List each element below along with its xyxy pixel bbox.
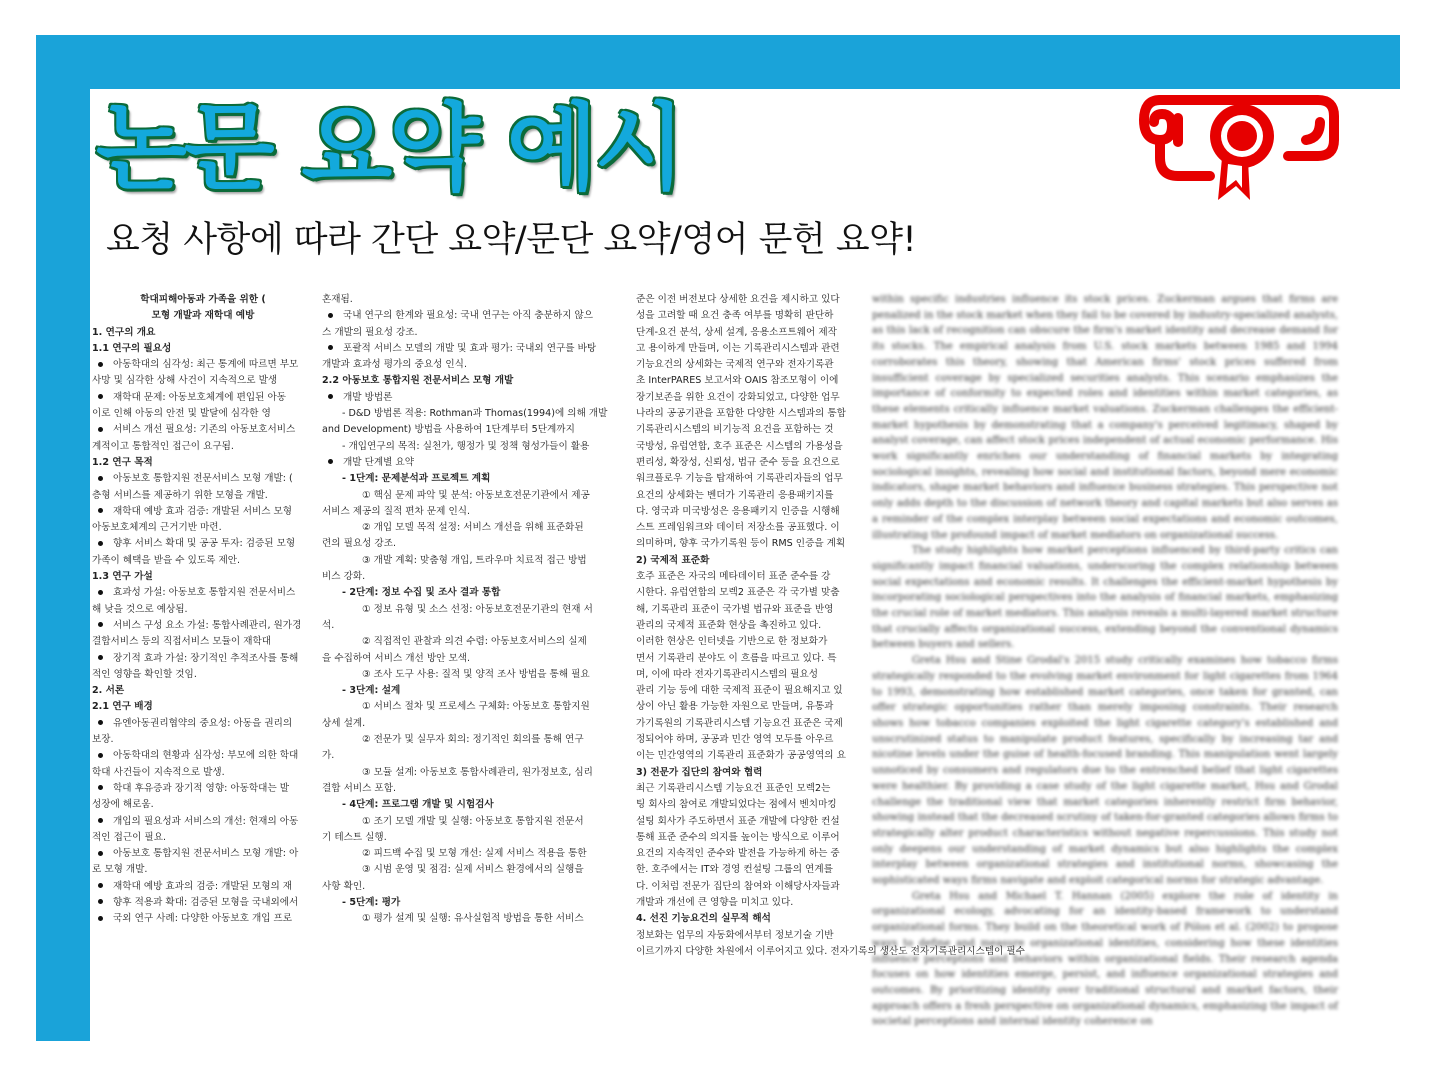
text-line: ③ 개발 계획: 맞춤형 개입, 트라우마 치료적 접근 방법 [362,554,587,566]
text-line: 기 테스트 실행. [322,831,387,843]
text-line: 정보화는 업무의 자동화에서부터 정보기술 기반 [636,929,834,941]
text-line: 관리의 국제적 표준화 현상을 촉진하고 있다. [636,619,822,631]
text-line: ① 평가 설계 및 실행: 유사실험적 방법을 통한 서비스 [362,913,584,925]
text-line: 가. [322,750,335,762]
text-line: 혼재됨. [322,294,353,305]
text-line: 4. 선진 기능요건의 실무적 해석 [636,913,771,925]
text-line: 편리성, 확장성, 신뢰성, 법규 준수 등을 요건으로 [636,456,840,468]
bullet-icon [328,394,333,399]
text-line: - 개입연구의 목적: 실천가, 행정가 및 정책 형성가들이 활용 [342,440,590,452]
text-line: 개입의 필요성과 서비스의 개선: 현재의 아동 [92,814,314,830]
text-line: ③ 모듈 설계: 아동보호 통합사례관리, 원가정보호, 심리 [362,766,593,778]
text-line: 기록관리시스템의 비기능적 요건을 포함하는 것 [636,424,834,436]
bullet-icon [98,785,103,790]
text-line: - 5단계: 평가 [342,896,401,908]
text-line: 며, 이에 따라 전자기록관리시스템의 필요성 [636,668,819,680]
text-line: 보장. [92,734,114,746]
text-line: 요건의 지속적인 준수와 발전을 가능하게 하는 중 [636,848,840,860]
text-line: 해, 기록관리 표준이 국가별 법규와 표준을 반영 [636,603,834,615]
bullet-icon [98,541,103,546]
bullet-icon [328,459,333,464]
text-line: 다. 이처럼 전문가 집단의 참여와 이해당사자들과 [636,880,840,892]
text-line: 스 개발의 필요성 강조. [322,326,418,338]
text-line: ② 직접적인 관찰과 의견 수렴: 아동보호서비스의 실제 [362,636,587,648]
text-line: 로 모형 개발. [92,864,148,876]
summary-column-english [872,292,1338,1028]
text-line: 성을 고려할 때 요건 충족 여부를 명확히 판단하 [636,310,834,322]
text-line: 최근 기록관리시스템 기능요건 표준인 모렉2는 [636,782,831,794]
text-line: 계적이고 통합적인 접근이 요구됨. [92,440,234,452]
text-line: 1.3 연구 가설 [92,571,153,583]
text-line: 한. 호주에서는 IT와 경영 컨설팅 그룹의 연계를 [636,864,833,876]
bullet-icon [98,916,103,921]
text-line: 국외 연구 사례: 다양한 아동보호 개입 프로 [92,911,314,927]
text-line: ③ 조사 도구 사용: 질적 및 양적 조사 방법을 통해 필요 [362,668,590,680]
text-line: 해 낮을 것으로 예상됨. [92,603,188,615]
text-line: 2. 서론 [92,685,125,697]
text-line: 재학대 문제: 아동보호체계에 편입된 아동 [92,390,314,406]
text-line: 국내 연구의 한계와 필요성: 국내 연구는 아직 충분하지 않으 [322,308,626,324]
text-line: 1.1 연구의 필요성 [92,342,172,354]
bullet-icon [98,655,103,660]
text-line: 설팅 회사가 주도하면서 표준 개발에 다양한 컨설 [636,815,840,827]
text-line: 나라의 공공기관을 포함한 다양한 시스템과의 통합 [636,408,846,420]
text-line: 서비스 제공의 질적 편차 문제 인식. [322,505,471,517]
text-line: 개발 방법론 [322,390,626,406]
text-line: 워크플로우 기능을 탑재하여 기록관리자들의 업무 [636,473,843,485]
text-line: - D&D 방법론 적용: Rothman과 Thomas(1994)에 의해 개발 [342,408,608,420]
bullet-icon [98,622,103,627]
text-line: 아동학대의 심각성: 최근 통계에 따르면 부모 [92,357,314,373]
bullet-icon [98,753,103,758]
text-line: 적인 접근이 필요. [92,831,167,843]
text-line: 상이 아닌 활용 가능한 자원으로 만들며, 유통과 [636,701,834,713]
text-line: 정되어야 하며, 공공과 민간 영역 모두를 아우르 [636,734,834,746]
text-line: 1.2 연구 목적 [92,456,153,468]
text-line: 고 용이하게 만들며, 이는 기록관리시스템과 관련 [636,342,840,354]
text-line: 비스 강화. [322,571,366,583]
text-line: 면서 기록관리 분야도 이 흐름을 따르고 있다. 특 [636,652,837,664]
text-line: 학대 사건들이 지속적으로 발생. [92,766,225,778]
text-line: 효과성 가설: 아동보호 통합지원 전문서비스 [92,585,314,601]
text-line: 가족이 혜택을 받을 수 있도록 제안. [92,554,241,566]
text-line: 2.2 아동보호 통합지원 전문서비스 모형 개발 [322,375,514,387]
summary-column-2 [322,292,626,952]
paragraph: The study highlights how market perceptions influenced by third-party critics can significantly impact financial valuations, underscoring the complex relationship between social expectations and economic results. It challenges the efficient-market hypothesis by incorporating sociological perspectives into the analysis of financial markets, emphasizing the crucial role of market mediators. This analysis reveals a multi-layered market structure that crucially affects organizational success, extending beyond the conventional dynamics between buyers and sellers. [872,545,1338,651]
text-line: 아동보호 통합지원 전문서비스 모형 개발: 아 [92,846,314,862]
text-line: 서비스 구성 요소 가설: 통합사례관리, 원가경 [92,618,314,634]
text-line: 향후 적용과 확대: 검증된 모형을 국내외에서 [92,895,314,911]
text-line: ② 피드백 수집 및 모형 개선: 실제 서비스 적용을 통한 [362,848,587,860]
bullet-icon [98,427,103,432]
bullet-icon [328,313,333,318]
text-line: 재학대 예방 효과의 검증: 개발된 모형의 재 [92,879,314,895]
text-line: 아동보호 통합지원 전문서비스 모형 개발: ( [92,471,314,487]
text-line: ① 서비스 절차 및 프로세스 구체화: 아동보호 통합지원 [362,701,590,713]
text-line: 장기적 효과 가설: 장기적인 추적조사를 통해 [92,651,314,667]
text-line: 결합 서비스 포함. [322,782,397,794]
text-line: 기능요건의 상세화는 국제적 연구와 전자기록관 [636,359,834,371]
text-line: 포괄적 서비스 모델의 개발 및 효과 평가: 국내외 연구를 바탕 [322,341,626,357]
subtitle: 요청 사항에 따라 간단 요약/문단 요약/영어 문헌 요약! [106,220,917,260]
bullet-icon [98,720,103,725]
text-line: 련의 필요성 강조. [322,538,397,550]
text-line: 시한다. 유럽연합의 모렉2 표준은 각 국가별 맞춤 [636,587,840,599]
text-line: 2.1 연구 배경 [92,701,153,713]
text-line: 국방성, 유럽연합, 호주 표준은 시스템의 가용성을 [636,440,843,452]
text-line: 장기보존을 위한 요건이 강화되었고, 다양한 업무 [636,391,840,403]
text-line: 초 InterPARES 보고서와 OAIS 참조모형이 이에 [636,375,839,387]
text-line: 아동학대의 현황과 심각성: 부모에 의한 학대 [92,748,314,764]
bullet-icon [98,818,103,823]
text-line: 적인 영향을 확인할 것임. [92,668,197,680]
bullet-icon [98,883,103,888]
text-line: 단계-요건 분석, 상세 설계, 응용소프트웨어 제작 [636,326,837,338]
text-line: 결합서비스 등의 직접서비스 모듈이 재학대 [92,636,272,648]
text-line: 성장에 해로움. [92,799,154,811]
text-line: 2) 국제적 표준화 [636,554,710,566]
text-line: - 1단계: 문제분석과 프로젝트 계획 [342,473,491,485]
text-line: 을 수집하여 서비스 개선 방안 모색. [322,652,471,664]
bullet-icon [98,899,103,904]
text-line: 개발과 개선에 큰 영향을 미치고 있다. [636,896,794,908]
bullet-icon [98,851,103,856]
text-line: 서비스 개선 필요성: 기존의 아동보호서비스 [92,422,314,438]
text-line: 팅 회사의 참여로 개발되었다는 점에서 벤치마킹 [636,799,837,811]
text-line: 개발 단계별 요약 [322,455,626,471]
certificate-scroll-ribbon-icon [1138,78,1338,203]
text-line: ① 조기 모델 개발 및 실행: 아동보호 통합지원 전문서 [362,815,584,827]
text-line: ② 전문가 및 실무자 회의: 정기적인 회의를 통해 연구 [362,734,584,746]
text-line: 층형 서비스를 제공하기 위한 모형을 개발. [92,489,268,501]
text-line: 3) 전문가 집단의 참여와 협력 [636,766,763,778]
paragraph: Greta Hsu and Michael T. Hannan (2005) explore the role of identity in organizational ecology, advocating for an identity-based framework to understand organizational forms. They build on the theoretical work of Pólos et al. (2002) to propose ways to define and measure organizational identities, considering how these identities influence perceptions and behaviors within organizational fields. Their research agenda focuses on how identities emerge, persist, and influence organizational strategies and outcomes. By prioritizing identity over traditional structural and market factors, their approach offers a fresh perspective on organizational dynamics, emphasizing the impact of societal perceptions and internal identity coherence on [872,890,1338,1028]
text-line: - 3단계: 설계 [342,685,401,697]
text-line: 통해 표준 준수의 의지를 높이는 방식으로 이루어 [636,831,840,843]
text-line: 가기록원의 기록관리시스템 기능요건 표준은 국제 [636,717,843,729]
text-line: 개발과 효과성 평가의 중요성 인식. [322,359,467,371]
text-line: 이로 인해 아동의 안전 및 발달에 심각한 영 [92,408,271,420]
text-line: 사항 확인. [322,880,366,892]
text-line: 의미하며, 향후 국가기록원 등이 RMS 인증을 계획 [636,538,846,550]
bullet-icon [98,362,103,367]
text-line: ① 정보 유형 및 소스 선정: 아동보호전문기관의 현재 서 [362,603,593,615]
bullet-icon [98,394,103,399]
bullet-icon [98,508,103,513]
text-line: 상세 설계. [322,717,366,729]
text-line: 요건의 상세화는 벤더가 기록관리 응용패키지를 [636,489,834,501]
text-line: 이는 민간영역의 기록관리 표준화가 공공영역의 요 [636,750,846,762]
bullet-icon [98,476,103,481]
page-title: 논문 요약 예시 [96,94,683,203]
text-line: and Development) 방법을 사용하여 1단계부터 5단계까지 [322,424,575,436]
text-line: 이러한 현상은 인터넷을 기반으로 한 정보화가 [636,636,828,648]
paragraph: within specific industries influence its stock prices. Zuckerman argues that firms are penalized in the stock market when they fail to be covered by industry-specialized analysts, as this lack of recognition can obscure the firm's market identity and decrease demand for its stocks. The empirical analysis from U.S. stock markets between 1985 and 1994 corroborates this theory, showing that American firms' stock prices suffered from insufficient coverage by specialized securities analysts. This scenario emphasizes the importance of conformity to expected roles and identities within market categories, as these elements critically influence market valuations. Zuckerman challenges the efficient-market hypothesis by demonstrating that a company's perceived legitimacy, shaped by analyst coverage, can affect stock prices independent of actual economic performance. His work significantly enriches our understanding of financial markets by integrating sociological insights, revealing how social and institutional factors, beyond mere economic indicators, shape market behaviors and influence business strategies. This perspective not only adds depth to the discussion of network theory and capital markets but also serves as a reminder of the complex interplay between social expectations and economic outcomes, illustrating the profound impact of market mediators on organizational success. [872,294,1338,541]
text-line: 향후 서비스 확대 및 공공 투자: 검증된 모형 [92,536,314,552]
text-line: 준은 이전 버전보다 상세한 요건을 제시하고 있다 [636,294,840,305]
summary-column-1 [92,292,314,952]
text-line: 학대 후유증과 장기적 영향: 아동학대는 발 [92,781,314,797]
summary-column-3 [636,292,1025,957]
text-line: 이르기까지 다양한 차원에서 이루어지고 있다. 전자기록의 생산도 전자기록관리시스템이 필수 [636,945,1025,957]
bullet-icon [328,345,333,350]
bullet-icon [98,590,103,595]
text-line: 학대피해아동과 가족을 위한 ( [140,294,266,305]
text-line: 사망 및 심각한 상해 사건이 지속적으로 발생 [92,375,278,387]
text-line: 재학대 예방 효과 검증: 개발된 서비스 모형 [92,504,314,520]
text-line: 모형 개발과 재학대 예방 [151,310,255,322]
text-line: 석. [322,619,335,631]
text-line: 아동보호체계의 근거기반 마련. [92,522,222,534]
text-line: ③ 시범 운영 및 점검: 실제 서비스 환경에서의 실행을 [362,864,584,876]
text-line: ② 개입 모델 목적 설정: 서비스 개선을 위해 표준화된 [362,522,584,534]
text-line: 스트 프레임워크와 데이터 저장소를 공표했다. 이 [636,522,840,534]
text-line: 유엔아동권리협약의 중요성: 아동을 권리의 [92,716,314,732]
text-line: - 4단계: 프로그램 개발 및 시험검사 [342,799,494,811]
text-line: 호주 표준은 자국의 메타데이터 표준 준수를 강 [636,571,831,583]
text-line: - 2단계: 정보 수집 및 조사 결과 통합 [342,587,501,599]
text-line: 1. 연구의 개요 [92,326,156,338]
text-line: 관리 기능 등에 대한 국제적 표준이 필요해지고 있 [636,685,843,697]
text-line: 다. 영국과 미국방성은 응용패키지 인증을 시행해 [636,505,840,517]
paragraph: Greta Hsu and Stine Grodal's 2015 study critically examines how tobacco firms strategically responded to the evolving market environment for light cigarettes from 1964 to 1993, demonstrating how established market categories, once taken for granted, can offer strategic opportunities rather than merely imposing constraints. Their research shows how tobacco companies exploited the light cigarette category's established and unscrutinized status to manipulate product features, specifically by increasing tar and nicotine levels under the guise of health-focused branding. This manipulation went largely unnoticed by consumers and regulators due to the entrenched belief that light cigarettes were healthier. By providing a case study of the light cigarette market, Hsu and Grodal challenge the traditional view that market categories inherently restrict firm behavior, showing instead that the decreased scrutiny of taken-for-granted categories allows firms to strategically alter product characteristics without negative repercussions. This study not only deepens our understanding of market dynamics but also highlights the complex interplay between organizational strategies and institutional norms, showcasing the sophisticated ways firms navigate and exploit categorical norms for strategic advantage. [872,655,1338,887]
text-line: ① 핵심 문제 파악 및 분석: 아동보호전문기관에서 제공 [362,489,590,501]
